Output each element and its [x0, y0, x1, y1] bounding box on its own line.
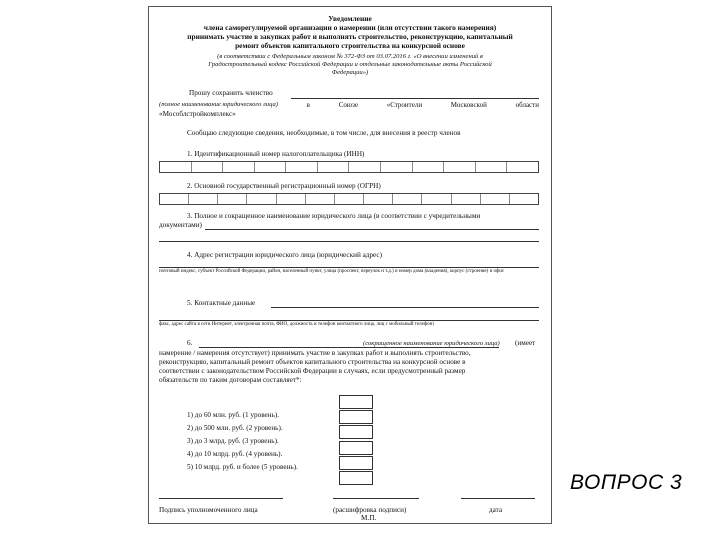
ogrn-cells[interactable] — [159, 193, 539, 205]
org-name-input-line[interactable] — [291, 98, 539, 99]
level-checkboxes — [339, 395, 373, 486]
level-5-label: 5) 10 млрд. руб. и более (5 уровень). — [187, 463, 298, 471]
request-label: Прошу сохранить членство — [189, 89, 273, 97]
level-3-label: 3) до 3 млрд. руб. (3 уровень). — [187, 437, 279, 445]
level-box-3[interactable] — [339, 441, 373, 455]
item6-text-line: реконструкцию, капитальный ремонт объектов капитального строительства на конкурсной основе в — [159, 358, 466, 366]
level-box-2[interactable] — [339, 425, 373, 439]
level-box-0[interactable] — [339, 395, 373, 409]
item6-number: 6. — [187, 339, 193, 347]
item6-text-line: соответствии с законодательством Российской Федерации в случаях, если предусмотренный размер — [159, 367, 466, 375]
sro-name: «Мособлстройкомплекс» — [159, 110, 236, 118]
item-name-label-cont: документами) — [159, 221, 202, 229]
item6-text-line: намерение / намерения отсутствует) принимать участие в закупках работ и выполнять строительство, — [159, 349, 471, 357]
item6-have: (имеет — [515, 339, 536, 347]
law-note-line: Градостроительный кодекс Российской Федерации и отдельные законодательные акты Российской — [208, 61, 492, 68]
item-inn-label: 1. Идентификационный номер налогоплательщика (ИНН) — [187, 150, 365, 158]
item-name-label: 3. Полное и сокращенное наименование юридического лица (в соответствии с учредительными — [187, 212, 481, 220]
contacts-line-2[interactable] — [159, 320, 539, 321]
law-note-line: Федерации») — [331, 69, 369, 76]
date-line[interactable] — [461, 498, 535, 499]
org-line-word: Союзе — [338, 101, 358, 109]
form-title: Уведомление — [328, 14, 372, 23]
law-note-line: (в соответствии с Федеральным законом № 372-ФЗ от 03.07.2016 г. «О внесении изменений в — [217, 53, 483, 60]
level-1-label: 1) до 60 млн. руб. (1 уровень). — [187, 411, 280, 419]
form-title-line: члена саморегулируемой организации о намерении (или отсутствии такого намерения) — [203, 23, 497, 32]
item-ogrn-label: 2. Основной государственный регистрационный номер (ОГРН) — [187, 182, 381, 190]
date-label: дата — [489, 506, 503, 514]
question-caption: ВОПРОС 3 — [570, 471, 683, 494]
contacts-line[interactable] — [271, 307, 539, 308]
form-title-line: принимать участие в закупках работ и выполнять строительство, реконструкцию, капитальный — [187, 32, 513, 41]
item-contacts-label: 5. Контактные данные — [187, 299, 256, 307]
signature-label: Подпись уполномоченного лица — [159, 506, 258, 514]
org-full-name-line[interactable] — [205, 229, 539, 230]
address-hint: почтовый индекс, субъект Российской Федерации, район, населенный пункт, улица (проспект, переулок и т.д.) и номер дома (владения), корпус (строение) и офис — [159, 269, 505, 274]
org-line-word: Московской — [450, 101, 487, 109]
item-address-label: 4. Адрес регистрации юридического лица (юридический адрес) — [187, 251, 382, 259]
contacts-hint: факс, адрес сайта в сети Интернет, электронная почта, ФИО, должность и телефон контактного лица, лиц с мобильный телефон) — [159, 322, 434, 327]
org-line-word: в — [306, 101, 310, 109]
address-line[interactable] — [159, 267, 539, 268]
item6-text-line: обязательств по таким договорам составляет*: — [159, 376, 302, 384]
signature-line[interactable] — [159, 498, 283, 499]
signature-decode-label: (расшифровка подписи) — [333, 506, 407, 514]
org-name-hint: (полное наименование юридического лица) — [159, 101, 278, 108]
signature-decode-line[interactable] — [333, 498, 419, 499]
org-full-name-line-2[interactable] — [159, 241, 539, 242]
info-intro: Сообщаю следующие сведения, необходимые, в том числе, для внесения в реестр членов — [187, 129, 461, 137]
org-line-word: области — [515, 101, 539, 109]
item6-name-hint: (сокращенное наименование юридического лица) — [363, 340, 500, 347]
level-2-label: 2) до 500 млн. руб. (2 уровень). — [187, 424, 283, 432]
level-box-4[interactable] — [339, 456, 373, 470]
level-box-1[interactable] — [339, 410, 373, 424]
notification-form-document — [148, 6, 552, 524]
form-title-line: ремонт объектов капитального строительства на конкурсной основе — [235, 41, 465, 50]
inn-cells[interactable] — [159, 161, 539, 173]
org-line-word: «Строители — [386, 101, 423, 109]
stamp-label: М.П. — [361, 514, 377, 522]
level-box-5[interactable] — [339, 471, 373, 485]
level-4-label: 4) до 10 млрд. руб. (4 уровень). — [187, 450, 283, 458]
org-line — [159, 101, 539, 110]
